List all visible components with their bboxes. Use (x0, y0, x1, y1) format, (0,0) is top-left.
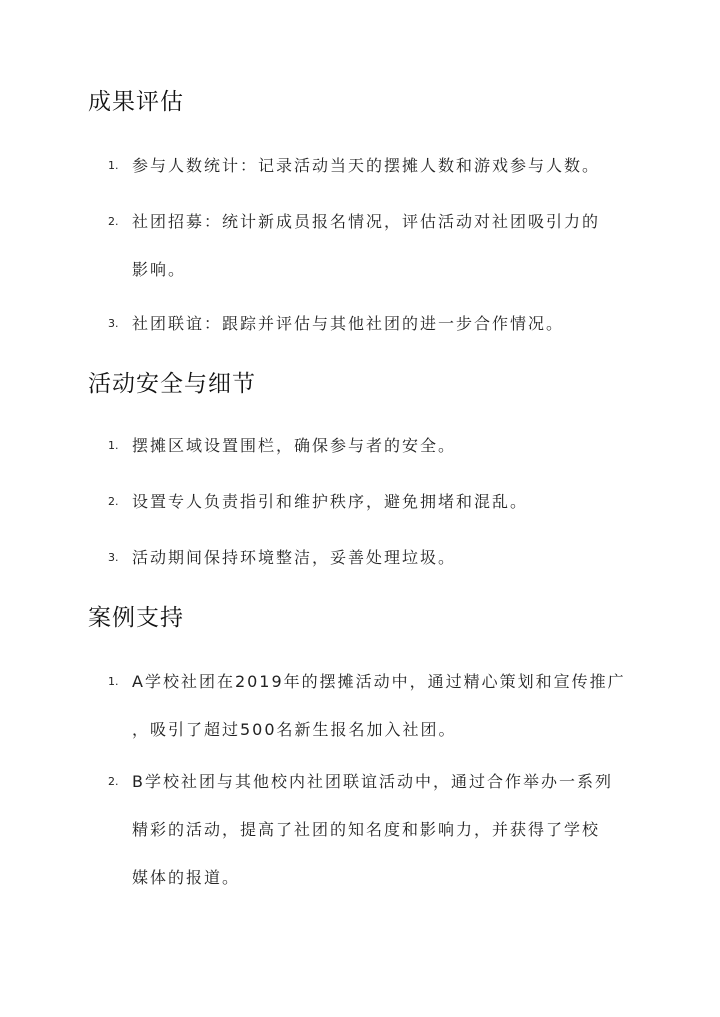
list-number: 2. (108, 215, 119, 228)
list-number: 1. (108, 439, 119, 452)
list-item-text (132, 758, 638, 902)
list-item-text (132, 534, 638, 582)
list-number: 2. (108, 775, 119, 788)
list-number: 1. (108, 675, 119, 688)
text-line: 社团招募：统计新成员报名情况，评估活动对社团吸引力的 (132, 212, 601, 231)
text-line: 活动期间保持环境整洁，妥善处理垃圾。 (132, 548, 457, 567)
list-item-text (132, 478, 638, 526)
text-line: ，吸引了超过500名新生报名加入社团。 (132, 720, 457, 739)
text-line: 摆摊区域设置围栏，确保参与者的安全。 (132, 436, 457, 455)
list-number: 2. (108, 495, 119, 508)
section-heading-cases: 案例支持 (88, 605, 184, 631)
text-line: 精彩的活动，提高了社团的知名度和影响力，并获得了学校 (132, 820, 601, 839)
text-line: 社团联谊：跟踪并评估与其他社团的进一步合作情况。 (132, 314, 565, 333)
list-item-text (132, 198, 638, 294)
text-line: 影响。 (132, 260, 187, 279)
list-item-text (132, 422, 638, 470)
text-line: A学校社团在2019年的摆摊活动中，通过精心策划和宣传推广 (132, 672, 626, 691)
list-number: 3. (108, 317, 119, 330)
list-item-text (132, 300, 638, 348)
text-line: 参与人数统计：记录活动当天的摆摊人数和游戏参与人数。 (132, 156, 601, 175)
list-item-text (132, 142, 638, 190)
text-line: 设置专人负责指引和维护秩序，避免拥堵和混乱。 (132, 492, 529, 511)
section-heading-safety: 活动安全与细节 (88, 371, 256, 397)
section-heading-results: 成果评估 (88, 89, 184, 115)
text-line: 媒体的报道。 (132, 868, 241, 887)
list-item-text (132, 658, 638, 754)
list-number: 3. (108, 551, 119, 564)
text-line: B学校社团与其他校内社团联谊活动中，通过合作举办一系列 (132, 772, 613, 791)
list-number: 1. (108, 159, 119, 172)
